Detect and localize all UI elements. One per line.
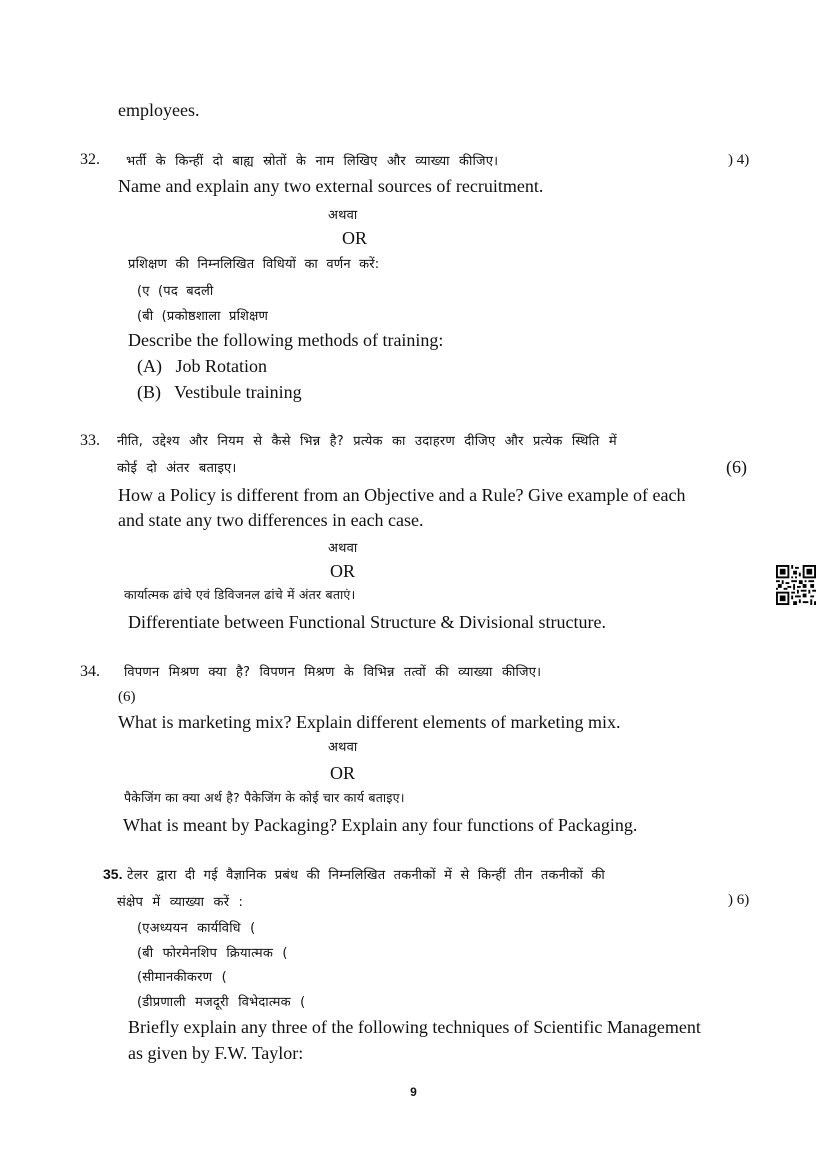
q32-alt-english-a: (A) Job Rotation	[137, 356, 267, 376]
q34-marks: (6)	[118, 689, 136, 705]
q35-marks: ) 6)	[728, 892, 750, 908]
q34-alt-hindi: पैकेजिंग का क्या अर्थ है? पैकेजिंग के कोई चार कार्य बताइए।	[124, 790, 405, 805]
q32-or: OR	[342, 228, 368, 248]
q33-alt-english: Differentiate between Functional Structure & Divisional structure.	[128, 612, 607, 632]
q32-alt-hindi: प्रशिक्षण की निम्नलिखित विधियों का वर्णन करें:	[128, 257, 380, 272]
q32-english: Name and explain any two external sources of recruitment.	[118, 176, 544, 196]
continued-text: employees.	[118, 100, 200, 120]
q32-marks: ) 4)	[728, 152, 750, 168]
q33-number: 33.	[80, 432, 100, 449]
q33-english-2: and state any two differences in each case.	[118, 510, 424, 530]
q32-hindi: भर्ती के किन्हीं दो बाह्य स्रोतों के नाम लिखिए और व्याख्या कीजिए।	[126, 154, 499, 169]
q33-or-hindi: अथवा	[328, 541, 358, 556]
q32-alt-hindi-b: (बी (प्रकोष्ठशाला प्रशिक्षण	[137, 309, 269, 324]
q35-english-1: Briefly explain any three of the following techniques of Scientific Management	[128, 1017, 701, 1037]
q32-alt-english: Describe the following methods of training:	[128, 330, 444, 350]
q33-hindi-1: नीति, उद्देश्य और नियम से कैसे भिन्न है? प्रत्येक का उदाहरण दीजिए और प्रत्येक स्थिति में	[117, 434, 617, 449]
q33-english-1: How a Policy is different from an Objective and a Rule? Give example of each	[118, 485, 686, 505]
q33-hindi-2: कोई दो अंतर बताइए।	[117, 461, 237, 476]
q32-alt-hindi-a: (ए (पद बदली	[137, 284, 214, 299]
qr-code-icon	[776, 565, 816, 605]
q33-or: OR	[330, 561, 356, 581]
q35-english-2: as given by F.W. Taylor:	[128, 1043, 304, 1063]
q33-marks: (6)	[726, 457, 747, 477]
q32-or-hindi: अथवा	[328, 208, 358, 223]
q34-hindi: विपणन मिश्रण क्या है? विपणन मिश्रण के विभिन्न तत्वों की व्याख्या कीजिए।	[124, 665, 542, 680]
q34-english: What is marketing mix? Explain different elements of marketing mix.	[118, 712, 621, 732]
q34-number: 34.	[80, 663, 100, 680]
q34-or-hindi: अथवा	[328, 740, 358, 755]
q35-hindi-2: संक्षेप में व्याख्या करें :	[117, 895, 244, 910]
q32-number: 32.	[80, 151, 100, 168]
q35-hindi-1: टेलर द्वारा दी गई वैज्ञानिक प्रबंध की निम्नलिखित तकनीकों में से किन्हीं तीन तकनीकों की	[127, 868, 605, 883]
q34-or: OR	[330, 763, 356, 783]
q35-item-c: (सीमानकीकरण (	[137, 970, 227, 985]
q32-alt-english-b: (B) Vestibule training	[137, 382, 302, 402]
q34-alt-english: What is meant by Packaging? Explain any four functions of Packaging.	[123, 815, 638, 835]
q35-item-a: (एअध्ययन कार्यविधि (	[137, 921, 256, 936]
q35-item-b: (बी फोरमेनशिप क्रियात्मक (	[137, 946, 288, 961]
q33-alt-hindi: कार्यात्मक ढांचे एवं डिविजनल ढांचे में अंतर बताएं।	[124, 587, 356, 602]
q35-item-d: (डीप्रणाली मजदूरी विभेदात्मक (	[137, 995, 306, 1010]
q35-number: 35.	[103, 866, 123, 882]
page-number: 9	[410, 1085, 417, 1099]
